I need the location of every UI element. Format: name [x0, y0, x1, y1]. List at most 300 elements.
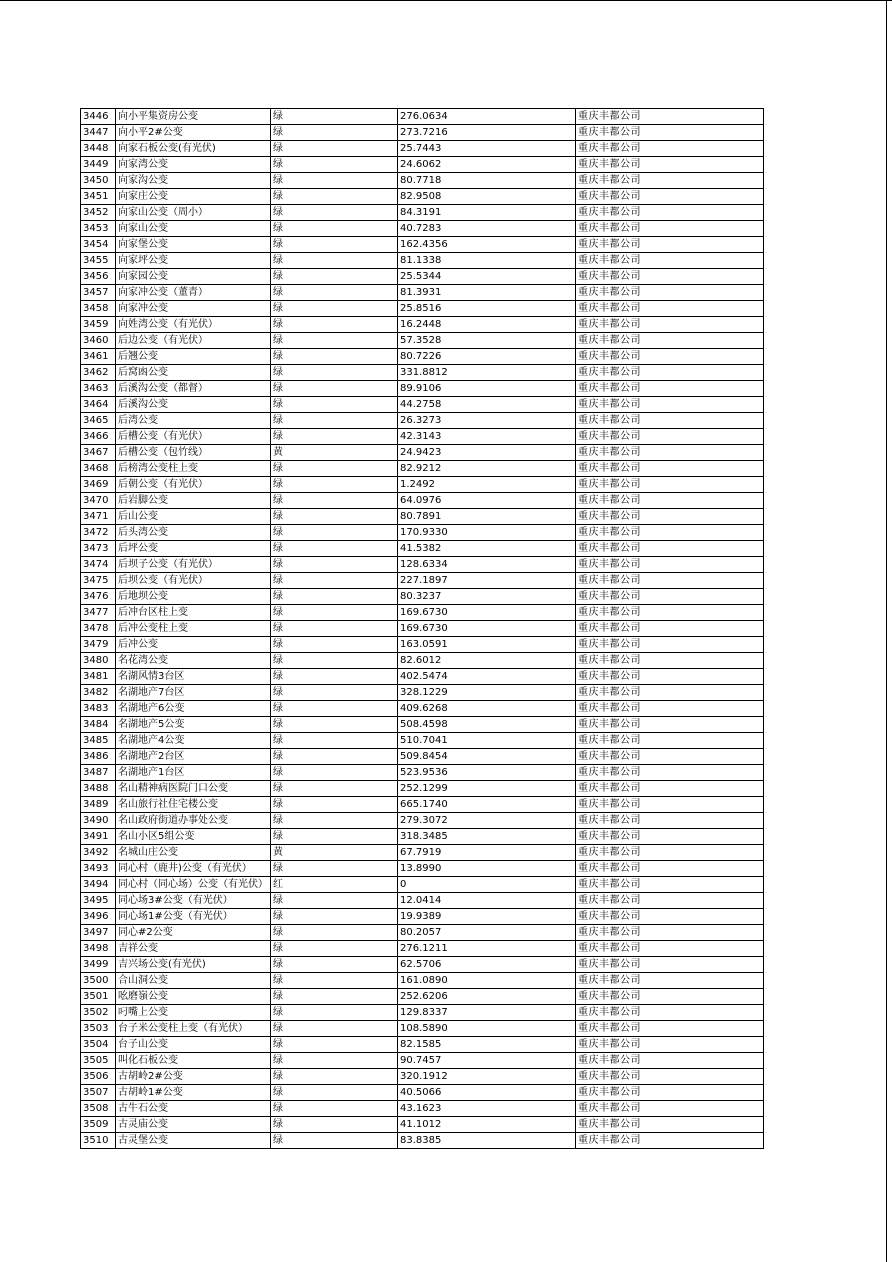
cell-value: 0 [398, 877, 576, 893]
cell-status: 绿 [271, 653, 398, 669]
cell-index: 3468 [81, 461, 116, 477]
cell-status: 绿 [271, 1085, 398, 1101]
table-row [81, 125, 764, 141]
cell-value: 64.0976 [398, 493, 576, 509]
cell-index: 3457 [81, 285, 116, 301]
cell-index: 3453 [81, 221, 116, 237]
cell-station-name: 后冲公变 [116, 637, 271, 653]
cell-index: 3476 [81, 589, 116, 605]
cell-company: 重庆丰都公司 [576, 1101, 764, 1117]
cell-index: 3508 [81, 1101, 116, 1117]
cell-value: 80.3237 [398, 589, 576, 605]
cell-company: 重庆丰都公司 [576, 1037, 764, 1053]
cell-company: 重庆丰都公司 [576, 605, 764, 621]
table-body [81, 109, 764, 1149]
cell-station-name: 古牛石公变 [116, 1101, 271, 1117]
cell-company: 重庆丰都公司 [576, 429, 764, 445]
cell-station-name: 向家园公变 [116, 269, 271, 285]
cell-status: 绿 [271, 973, 398, 989]
cell-index: 3482 [81, 685, 116, 701]
cell-status: 绿 [271, 861, 398, 877]
cell-value: 276.0634 [398, 109, 576, 125]
cell-company: 重庆丰都公司 [576, 925, 764, 941]
cell-company: 重庆丰都公司 [576, 1021, 764, 1037]
cell-index: 3460 [81, 333, 116, 349]
cell-status: 绿 [271, 1005, 398, 1021]
cell-company: 重庆丰都公司 [576, 125, 764, 141]
cell-status: 绿 [271, 669, 398, 685]
cell-value: 252.1299 [398, 781, 576, 797]
table-row [81, 1037, 764, 1053]
cell-company: 重庆丰都公司 [576, 157, 764, 173]
cell-value: 25.5344 [398, 269, 576, 285]
table-row [81, 269, 764, 285]
cell-company: 重庆丰都公司 [576, 653, 764, 669]
cell-status: 绿 [271, 941, 398, 957]
cell-company: 重庆丰都公司 [576, 557, 764, 573]
cell-value: 83.8385 [398, 1133, 576, 1149]
cell-value: 170.9330 [398, 525, 576, 541]
cell-value: 41.5382 [398, 541, 576, 557]
cell-station-name: 同心场1#公变（有光伏） [116, 909, 271, 925]
table-row [81, 1101, 764, 1117]
cell-station-name: 同心村（鹿井)公变（有光伏） [116, 861, 271, 877]
cell-value: 81.1338 [398, 253, 576, 269]
cell-company: 重庆丰都公司 [576, 1069, 764, 1085]
cell-index: 3486 [81, 749, 116, 765]
cell-value: 82.6012 [398, 653, 576, 669]
cell-station-name: 名湖地产4公变 [116, 733, 271, 749]
cell-index: 3510 [81, 1133, 116, 1149]
cell-company: 重庆丰都公司 [576, 813, 764, 829]
cell-company: 重庆丰都公司 [576, 621, 764, 637]
cell-station-name: 名花湾公变 [116, 653, 271, 669]
cell-value: 162.4356 [398, 237, 576, 253]
cell-status: 绿 [271, 253, 398, 269]
cell-company: 重庆丰都公司 [576, 461, 764, 477]
cell-index: 3477 [81, 605, 116, 621]
cell-company: 重庆丰都公司 [576, 477, 764, 493]
cell-status: 绿 [271, 109, 398, 125]
cell-company: 重庆丰都公司 [576, 413, 764, 429]
cell-status: 绿 [271, 925, 398, 941]
table-row [81, 461, 764, 477]
cell-status: 绿 [271, 221, 398, 237]
cell-status: 绿 [271, 477, 398, 493]
cell-index: 3473 [81, 541, 116, 557]
cell-station-name: 吉兴场公变(有光伏) [116, 957, 271, 973]
table-row [81, 1053, 764, 1069]
cell-company: 重庆丰都公司 [576, 541, 764, 557]
table-row [81, 365, 764, 381]
cell-status: 绿 [271, 189, 398, 205]
cell-status: 绿 [271, 365, 398, 381]
cell-station-name: 后槽公变（包竹线） [116, 445, 271, 461]
cell-value: 169.6730 [398, 621, 576, 637]
table-row [81, 845, 764, 861]
cell-index: 3490 [81, 813, 116, 829]
cell-station-name: 后窝凼公变 [116, 365, 271, 381]
cell-company: 重庆丰都公司 [576, 877, 764, 893]
cell-status: 绿 [271, 1021, 398, 1037]
cell-index: 3500 [81, 973, 116, 989]
cell-company: 重庆丰都公司 [576, 445, 764, 461]
cell-value: 1.2492 [398, 477, 576, 493]
cell-value: 67.7919 [398, 845, 576, 861]
cell-value: 42.3143 [398, 429, 576, 445]
cell-index: 3493 [81, 861, 116, 877]
table-row [81, 989, 764, 1005]
cell-index: 3479 [81, 637, 116, 653]
cell-station-name: 台子山公变 [116, 1037, 271, 1053]
table-row [81, 445, 764, 461]
table-row [81, 109, 764, 125]
cell-station-name: 同心场3#公变（有光伏） [116, 893, 271, 909]
cell-value: 62.5706 [398, 957, 576, 973]
table-row [81, 573, 764, 589]
table-row [81, 621, 764, 637]
cell-company: 重庆丰都公司 [576, 989, 764, 1005]
cell-status: 绿 [271, 989, 398, 1005]
cell-status: 黄 [271, 445, 398, 461]
cell-station-name: 同心#2公变 [116, 925, 271, 941]
cell-value: 279.3072 [398, 813, 576, 829]
cell-status: 绿 [271, 333, 398, 349]
table-row [81, 317, 764, 333]
table-row [81, 381, 764, 397]
cell-value: 12.0414 [398, 893, 576, 909]
cell-index: 3461 [81, 349, 116, 365]
cell-status: 绿 [271, 493, 398, 509]
cell-value: 318.3485 [398, 829, 576, 845]
cell-station-name: 向家沟公变 [116, 173, 271, 189]
cell-company: 重庆丰都公司 [576, 221, 764, 237]
cell-station-name: 后坝子公变（有光伏） [116, 557, 271, 573]
cell-station-name: 后溪沟公变（都督） [116, 381, 271, 397]
cell-index: 3489 [81, 797, 116, 813]
cell-company: 重庆丰都公司 [576, 205, 764, 221]
cell-station-name: 后朝公变（有光伏） [116, 477, 271, 493]
cell-station-name: 后冲公变柱上变 [116, 621, 271, 637]
cell-status: 绿 [271, 397, 398, 413]
cell-company: 重庆丰都公司 [576, 253, 764, 269]
cell-company: 重庆丰都公司 [576, 285, 764, 301]
table-row [81, 1117, 764, 1133]
table-row [81, 765, 764, 781]
cell-status: 绿 [271, 733, 398, 749]
cell-index: 3458 [81, 301, 116, 317]
cell-value: 508.4598 [398, 717, 576, 733]
cell-station-name: 后榜湾公变柱上变 [116, 461, 271, 477]
cell-value: 81.3931 [398, 285, 576, 301]
cell-company: 重庆丰都公司 [576, 589, 764, 605]
cell-station-name: 向家堡公变 [116, 237, 271, 253]
cell-station-name: 古灵堡公变 [116, 1133, 271, 1149]
cell-index: 3467 [81, 445, 116, 461]
table-row [81, 1133, 764, 1149]
cell-company: 重庆丰都公司 [576, 189, 764, 205]
cell-status: 黄 [271, 845, 398, 861]
cell-station-name: 后岩脚公变 [116, 493, 271, 509]
cell-station-name: 古胡岭1#公变 [116, 1085, 271, 1101]
cell-company: 重庆丰都公司 [576, 669, 764, 685]
cell-status: 绿 [271, 1133, 398, 1149]
cell-status: 绿 [271, 141, 398, 157]
cell-company: 重庆丰都公司 [576, 109, 764, 125]
cell-status: 绿 [271, 349, 398, 365]
cell-station-name: 后槽公变（有光伏） [116, 429, 271, 445]
cell-index: 3452 [81, 205, 116, 221]
cell-index: 3462 [81, 365, 116, 381]
cell-value: 80.2057 [398, 925, 576, 941]
cell-value: 128.6334 [398, 557, 576, 573]
cell-value: 169.6730 [398, 605, 576, 621]
cell-status: 绿 [271, 605, 398, 621]
table-row [81, 813, 764, 829]
table-row [81, 525, 764, 541]
cell-index: 3454 [81, 237, 116, 253]
cell-value: 163.0591 [398, 637, 576, 653]
cell-index: 3481 [81, 669, 116, 685]
cell-value: 252.6206 [398, 989, 576, 1005]
cell-company: 重庆丰都公司 [576, 701, 764, 717]
cell-status: 绿 [271, 157, 398, 173]
cell-status: 绿 [271, 685, 398, 701]
cell-station-name: 后溪沟公变 [116, 397, 271, 413]
cell-index: 3506 [81, 1069, 116, 1085]
cell-status: 绿 [271, 781, 398, 797]
cell-index: 3495 [81, 893, 116, 909]
cell-index: 3496 [81, 909, 116, 925]
cell-station-name: 向家山公变（周小） [116, 205, 271, 221]
cell-company: 重庆丰都公司 [576, 1085, 764, 1101]
cell-status: 绿 [271, 413, 398, 429]
table-row [81, 237, 764, 253]
cell-company: 重庆丰都公司 [576, 957, 764, 973]
cell-index: 3455 [81, 253, 116, 269]
cell-value: 108.5890 [398, 1021, 576, 1037]
cell-status: 绿 [271, 461, 398, 477]
table-row [81, 893, 764, 909]
cell-status: 绿 [271, 717, 398, 733]
cell-status: 绿 [271, 301, 398, 317]
cell-status: 绿 [271, 381, 398, 397]
cell-station-name: 名湖地产5公变 [116, 717, 271, 733]
table-row [81, 1021, 764, 1037]
table-row [81, 413, 764, 429]
cell-status: 绿 [271, 205, 398, 221]
cell-status: 绿 [271, 509, 398, 525]
cell-company: 重庆丰都公司 [576, 909, 764, 925]
cell-value: 82.1585 [398, 1037, 576, 1053]
cell-status: 绿 [271, 557, 398, 573]
cell-value: 129.8337 [398, 1005, 576, 1021]
cell-company: 重庆丰都公司 [576, 797, 764, 813]
cell-company: 重庆丰都公司 [576, 781, 764, 797]
table-row [81, 253, 764, 269]
cell-value: 328.1229 [398, 685, 576, 701]
cell-company: 重庆丰都公司 [576, 1133, 764, 1149]
cell-station-name: 向姓湾公变（有光伏） [116, 317, 271, 333]
cell-index: 3471 [81, 509, 116, 525]
cell-station-name: 后翘公变 [116, 349, 271, 365]
cell-company: 重庆丰都公司 [576, 333, 764, 349]
table-row [81, 205, 764, 221]
cell-index: 3499 [81, 957, 116, 973]
cell-value: 40.7283 [398, 221, 576, 237]
cell-station-name: 名城山庄公变 [116, 845, 271, 861]
cell-index: 3456 [81, 269, 116, 285]
cell-index: 3484 [81, 717, 116, 733]
cell-status: 绿 [271, 429, 398, 445]
table-row [81, 141, 764, 157]
cell-station-name: 后头湾公变 [116, 525, 271, 541]
cell-station-name: 吆磨嶺公变 [116, 989, 271, 1005]
cell-value: 41.1012 [398, 1117, 576, 1133]
cell-status: 绿 [271, 749, 398, 765]
cell-station-name: 向小平集资房公变 [116, 109, 271, 125]
cell-company: 重庆丰都公司 [576, 893, 764, 909]
cell-station-name: 叼嘴上公变 [116, 1005, 271, 1021]
table-row [81, 541, 764, 557]
cell-index: 3465 [81, 413, 116, 429]
cell-index: 3447 [81, 125, 116, 141]
cell-value: 80.7891 [398, 509, 576, 525]
cell-station-name: 同心村（同心场）公变（有光伏） [116, 877, 271, 893]
cell-status: 绿 [271, 637, 398, 653]
cell-company: 重庆丰都公司 [576, 173, 764, 189]
table-row [81, 733, 764, 749]
table-row [81, 909, 764, 925]
cell-value: 273.7216 [398, 125, 576, 141]
cell-station-name: 叫化石板公变 [116, 1053, 271, 1069]
table-row [81, 925, 764, 941]
table-row [81, 717, 764, 733]
table-row [81, 1069, 764, 1085]
cell-station-name: 后地坝公变 [116, 589, 271, 605]
cell-value: 40.5066 [398, 1085, 576, 1101]
table-row [81, 605, 764, 621]
cell-company: 重庆丰都公司 [576, 317, 764, 333]
cell-index: 3483 [81, 701, 116, 717]
cell-station-name: 向家冲公变 [116, 301, 271, 317]
table-row [81, 669, 764, 685]
cell-company: 重庆丰都公司 [576, 381, 764, 397]
cell-company: 重庆丰都公司 [576, 1005, 764, 1021]
cell-value: 80.7226 [398, 349, 576, 365]
cell-company: 重庆丰都公司 [576, 509, 764, 525]
cell-status: 绿 [271, 1069, 398, 1085]
cell-company: 重庆丰都公司 [576, 397, 764, 413]
cell-station-name: 名山旅行社住宅楼公变 [116, 797, 271, 813]
cell-company: 重庆丰都公司 [576, 573, 764, 589]
table-row [81, 557, 764, 573]
cell-company: 重庆丰都公司 [576, 765, 764, 781]
table-row [81, 221, 764, 237]
cell-company: 重庆丰都公司 [576, 237, 764, 253]
table-row [81, 957, 764, 973]
table-row [81, 861, 764, 877]
cell-value: 16.2448 [398, 317, 576, 333]
cell-status: 绿 [271, 909, 398, 925]
cell-value: 82.9212 [398, 461, 576, 477]
table-row [81, 653, 764, 669]
cell-index: 3466 [81, 429, 116, 445]
table-row [81, 333, 764, 349]
cell-value: 43.1623 [398, 1101, 576, 1117]
cell-status: 绿 [271, 573, 398, 589]
cell-index: 3464 [81, 397, 116, 413]
cell-index: 3475 [81, 573, 116, 589]
cell-status: 绿 [271, 829, 398, 845]
cell-station-name: 名湖风情3台区 [116, 669, 271, 685]
cell-index: 3451 [81, 189, 116, 205]
table-row [81, 477, 764, 493]
cell-index: 3459 [81, 317, 116, 333]
cell-value: 80.7718 [398, 173, 576, 189]
cell-station-name: 名湖地产7台区 [116, 685, 271, 701]
cell-value: 84.3191 [398, 205, 576, 221]
cell-index: 3502 [81, 1005, 116, 1021]
table-row [81, 493, 764, 509]
cell-station-name: 名山小区5组公变 [116, 829, 271, 845]
cell-status: 绿 [271, 765, 398, 781]
table-row [81, 637, 764, 653]
cell-index: 3504 [81, 1037, 116, 1053]
cell-station-name: 后坪公变 [116, 541, 271, 557]
cell-status: 绿 [271, 893, 398, 909]
cell-value: 13.8990 [398, 861, 576, 877]
table-row [81, 301, 764, 317]
cell-station-name: 名湖地产6公变 [116, 701, 271, 717]
cell-index: 3491 [81, 829, 116, 845]
cell-station-name: 向家冲公变（董青） [116, 285, 271, 301]
cell-status: 绿 [271, 269, 398, 285]
cell-status: 绿 [271, 1117, 398, 1133]
cell-status: 绿 [271, 125, 398, 141]
cell-station-name: 后冲台区柱上变 [116, 605, 271, 621]
cell-index: 3494 [81, 877, 116, 893]
cell-company: 重庆丰都公司 [576, 717, 764, 733]
cell-index: 3448 [81, 141, 116, 157]
cell-index: 3485 [81, 733, 116, 749]
cell-company: 重庆丰都公司 [576, 637, 764, 653]
cell-status: 绿 [271, 317, 398, 333]
cell-station-name: 古灵庙公变 [116, 1117, 271, 1133]
cell-company: 重庆丰都公司 [576, 141, 764, 157]
cell-station-name: 名山政府街道办事处公变 [116, 813, 271, 829]
cell-index: 3497 [81, 925, 116, 941]
cell-status: 绿 [271, 1037, 398, 1053]
table-row [81, 973, 764, 989]
cell-value: 402.5474 [398, 669, 576, 685]
cell-company: 重庆丰都公司 [576, 749, 764, 765]
cell-index: 3450 [81, 173, 116, 189]
cell-station-name: 向家庄公变 [116, 189, 271, 205]
table-row [81, 429, 764, 445]
cell-station-name: 向家石板公变(有光伏) [116, 141, 271, 157]
cell-station-name: 古胡岭2#公变 [116, 1069, 271, 1085]
cell-value: 57.3528 [398, 333, 576, 349]
cell-value: 523.9536 [398, 765, 576, 781]
cell-station-name: 名山精神病医院门口公变 [116, 781, 271, 797]
table-row [81, 157, 764, 173]
cell-company: 重庆丰都公司 [576, 1053, 764, 1069]
cell-station-name: 向家坪公变 [116, 253, 271, 269]
cell-index: 3492 [81, 845, 116, 861]
cell-company: 重庆丰都公司 [576, 269, 764, 285]
cell-value: 331.8812 [398, 365, 576, 381]
